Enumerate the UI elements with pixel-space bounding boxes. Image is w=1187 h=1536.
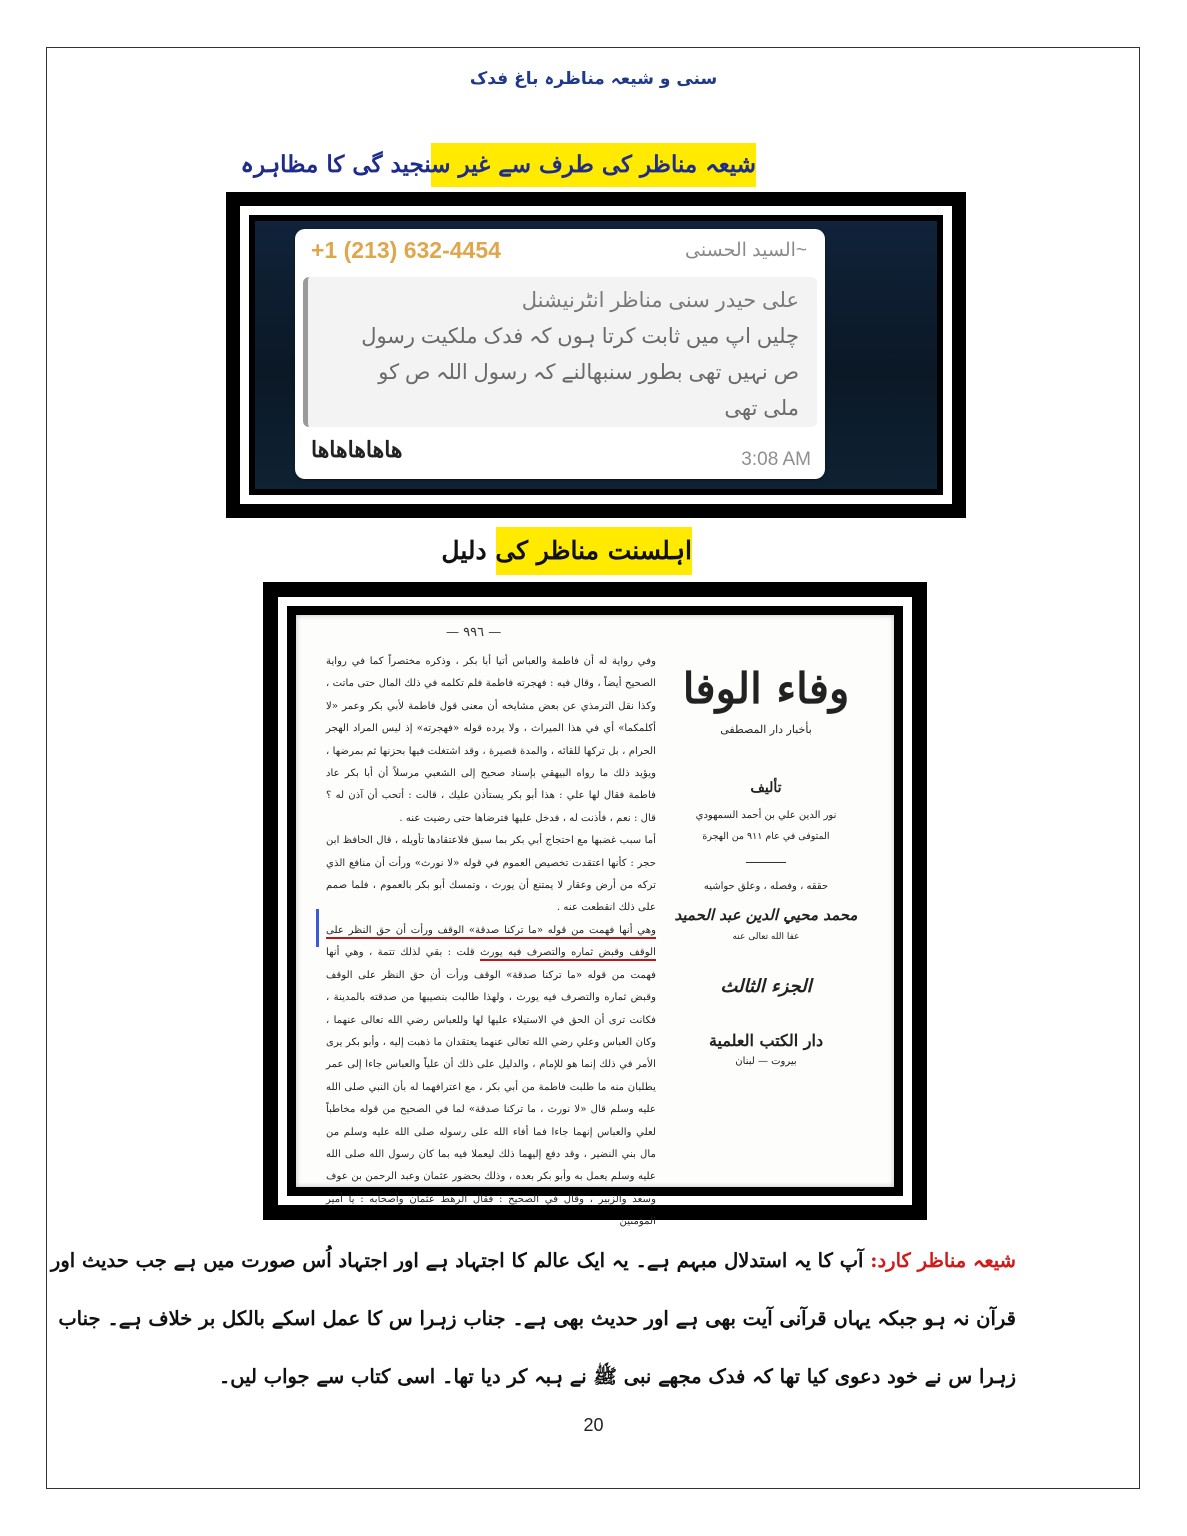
book-text-column [326, 651, 656, 1234]
book-scan-frame [263, 582, 927, 1228]
book-publisher: دار الكتب العلمية [708, 1031, 824, 1050]
quote-line: ص نہیں تھی بطور سنبھالنے کہ رسول اللہ ص کو [378, 361, 799, 384]
margin-highlight-mark [316, 909, 319, 947]
quote-line: ملی تھی [724, 397, 799, 420]
message-text: ھاھاھاھاھا [311, 437, 403, 462]
chat-message-bubble [295, 229, 825, 479]
book-volume: الجزء الثالث [720, 976, 812, 997]
publisher-city: بيروت — لبنان [735, 1056, 797, 1067]
quote-line: چلیں اپ میں ثابت کرتا ہوں کہ فدک ملکیت رسول [361, 325, 799, 348]
book-scan-page [296, 615, 894, 1228]
editor-label: حققه ، وفصله ، وعلق حواشيه [703, 881, 829, 892]
book-author: نور الدين علي بن أحمد السمهودي [695, 810, 837, 821]
response-paragraph [50, 1232, 1016, 1406]
book-paragraph-rest: قلت : بقي لذلك تتمة ، وهي أنها فهمت من قوله «ما تركنا صدقة» الوقف ورأت أن حق النظر على الوقف وقبض ثماره والتصرف فيه يورث ، ولهذا طالبت بنصيبها من صدقته بالمدينة ، فكانت ترى أن الحق في الاستيلاء عليها لها وللعباس رضي الله تعالى عنهما ، وكان العباس وعلي رضي الله تعالى عنهما يعتقدان ما ذهبت إليه ، وأبو بكر يرى الأمر في ذلك إنما هو للإمام ، والدليل على ذلك أن علياً والعباس جاءا إلى عمر يطلبان منه ما طلبت فاطمة من أبي بكر ، مع اعترافهما له بأن النبي صلى الله عليه وسلم قال «لا نورث ، ما تركنا صدقة» لما في الصحيح من قوله مخاطباً لعلي والعباس إنهما جاءا فما أفاء الله على رسوله صلى الله عليه وسلم من مال بني النضير ، وقد دفع إليهما ذلك ليعملا فيه بما كان رسول الله صلى الله عليه وسلم يعمل به وأبو بكر بعده ، وذلك بحضور عثمان وعبد الرحمن بن عوف وسعد والزبير ، وقال في الصحيح : فقال الرهط عثمان وأصحابه : يا أمير المؤمنين [326, 947, 656, 1228]
book-editor: محمد محيي الدين عبد الحميد [674, 906, 858, 924]
page-header-title: سنی و شیعہ مناظرہ باغ فدک [469, 69, 718, 89]
book-page-marker: — ٩٩٦ — [446, 625, 502, 640]
book-paragraph: وفي رواية له أن فاطمة والعباس أتيا أبا بكر ، وذكره مختصراً كما في رواية الصحيح أيضاً ، وقال فيه : فهجرته فاطمة فلم تكلمه في ذلك المال حتى ماتت ، وكذا نقل الترمذي عن بعض مشايخه أن معنى قول فاطمة لأبي بكر وعمر «لا أكلمكما» أي في هذا الميراث ، ولا يرده قوله «فهجرته» إذ ليس المراد الهجر الحرام ، بل تركها للقائه ، والمدة قصيرة ، وقد اشتغلت فيها بحزنها ثم بمرضها ، ويؤيد ذلك ما رواه البيهقي بإسناد صحيح إلى الشعبي مرسلاً أن أبا بكر عاد فاطمة فقال لها علي : هذا أبو بكر يستأذن عليك ، قالت : أتحب أن آذن له ؟ قال : نعم ، فأذنت له ، فدخل عليها فترضاها حتى رضيت عنه . [326, 656, 656, 824]
section-banner-shia-conduct: شیعہ مناظر کی طرف سے غیر سنجید گی کا مظاہرہ [431, 143, 756, 187]
book-paragraph: أما سبب غضبها مع احتجاج أبي بكر بما سبق فلاعتقادها تأويله ، قال الحافظ ابن حجر : كأنها اعتقدت تخصيص العموم في قوله «لا نورث» ورأت أن منافع الذي تركه من أرض وعقار لا يمتنع أن يورث ، وتمسك أبو بكر بالعموم ، فلما صمم على ذلك انقطعت عنه . [326, 835, 656, 914]
section-banner-sunni-evidence: اہلسنت مناظر کی دلیل [496, 527, 692, 575]
response-line-text: آپ کا یہ استدلال مبہم ہے۔ یہ ایک عالم کا اجتہاد ہے اور اجتہاد اُس صورت میں ہے جب حدیث اور [50, 1249, 864, 1272]
book-paragraph-highlighted [326, 920, 656, 1234]
response-line: زہرا س نے خود دعوی کیا تھا کہ فدک مجھے نبی ﷺ نے ہبہ کر دیا تھا۔ اسی کتاب سے جواب لیں۔ [218, 1365, 1016, 1388]
quote-line: علی حیدر سنی مناظر انٹرنیشنل [521, 289, 799, 312]
message-timestamp: 3:08 AM [741, 449, 811, 470]
page-number: 20 [583, 1415, 604, 1435]
book-title: وفاء الوفا [682, 664, 850, 713]
editor-note: عفا الله تعالى عنه [732, 932, 800, 942]
sender-name: ~السید الحسنی [685, 240, 807, 261]
divider [746, 862, 786, 863]
book-subtitle: بأخبار دار المصطفى [720, 723, 812, 736]
book-title-page [671, 655, 861, 1067]
response-line [50, 1232, 1016, 1290]
response-line: قرآن نہ ہو جبکہ یہاں قرآنی آیت بھی ہے اور حدیث بھی ہے۔ جناب زہرا س کا عمل اسکے بالکل بر خلاف ہے۔ جناب [58, 1307, 1016, 1330]
speaker-label: شیعہ مناظر کارد: [870, 1249, 1016, 1272]
chat-background [255, 221, 937, 489]
sender-phone: +1 (213) 632-4454 [311, 237, 501, 263]
author-death-note: المتوفى في عام ٩١١ من الهجرة [702, 831, 830, 842]
quoted-message[interactable] [303, 277, 817, 427]
chat-screenshot-frame [226, 192, 966, 518]
author-label: تأليف [750, 780, 782, 796]
red-underlined-passage: وهي أنها فهمت من قوله «ما تركنا صدقة» الوقف ورأت أن حق النظر على الوقف وقبض ثماره والتصرف فيه يورث [326, 925, 656, 961]
